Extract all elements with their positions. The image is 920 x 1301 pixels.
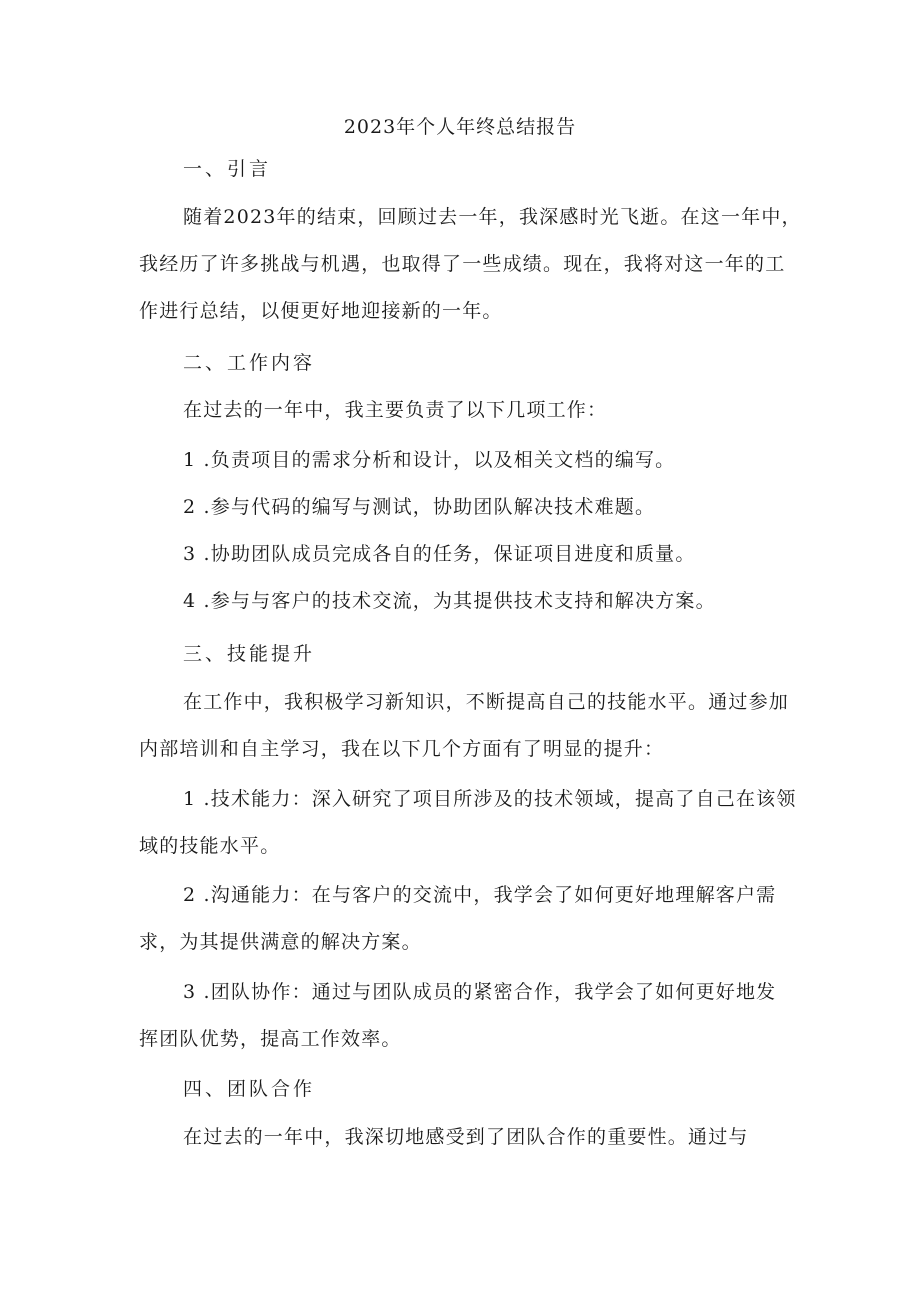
paragraph-line: 在工作中，我积极学习新知识，不断提高自己的技能水平。通过参加 (183, 691, 790, 713)
skills-item-2 (139, 872, 785, 966)
intro-paragraph (139, 194, 802, 335)
skills-intro (139, 679, 790, 773)
skills-item-3 (139, 969, 785, 1063)
skills-item-1 (139, 776, 797, 870)
work-intro: 在过去的一年中，我主要负责了以下几项工作： (183, 399, 608, 421)
paragraph-line: 作进行总结，以便更好地迎接新的一年。 (139, 300, 503, 322)
list-item: 4 .参与与客户的技术交流，为其提供技术支持和解决方案。 (183, 590, 716, 612)
list-item: 3 .协助团队成员完成各自的任务，保证项目进度和质量。 (183, 543, 696, 565)
team-paragraph (139, 1114, 785, 1161)
list-item-continuation: 求，为其提供满意的解决方案。 (139, 931, 422, 953)
paragraph-line: 内部培训和自主学习，我在以下几个方面有了明显的提升： (139, 738, 665, 760)
section-heading-skills: 三、技能提升 (183, 643, 316, 665)
list-item-continuation: 挥团队优势，提高工作效率。 (139, 1028, 402, 1050)
paragraph-line: 随着2023年的结束，回顾过去一年，我深感时光飞逝。在这一年中， (183, 206, 802, 228)
paragraph-line: 我经历了许多挑战与机遇，也取得了一些成绩。现在，我将对这一年的工 (139, 253, 786, 275)
list-item: 2 .沟通能力：在与客户的交流中，我学会了如何更好地理解客户需 (183, 884, 777, 906)
list-item: 1 .技术能力：深入研究了项目所涉及的技术领域，提高了自己在该领 (183, 788, 797, 810)
list-item: 2 .参与代码的编写与测试，协助团队解决技术难题。 (183, 496, 656, 518)
work-items-list (139, 437, 785, 625)
paragraph-line: 在过去的一年中，我深切地感受到了团队合作的重要性。通过与 (183, 1126, 749, 1148)
document-title: 2023年个人年终总结报告 (343, 116, 577, 138)
list-item: 3 .团队协作：通过与团队成员的紧密合作，我学会了如何更好地发 (183, 981, 777, 1003)
section-heading-team: 四、团队合作 (183, 1078, 316, 1100)
section-heading-work: 二、工作内容 (183, 352, 316, 374)
list-item: 1 .负责项目的需求分析和设计，以及相关文档的编写。 (183, 449, 676, 471)
section-heading-intro: 一、引言 (183, 158, 272, 180)
list-item-continuation: 域的技能水平。 (139, 835, 281, 857)
